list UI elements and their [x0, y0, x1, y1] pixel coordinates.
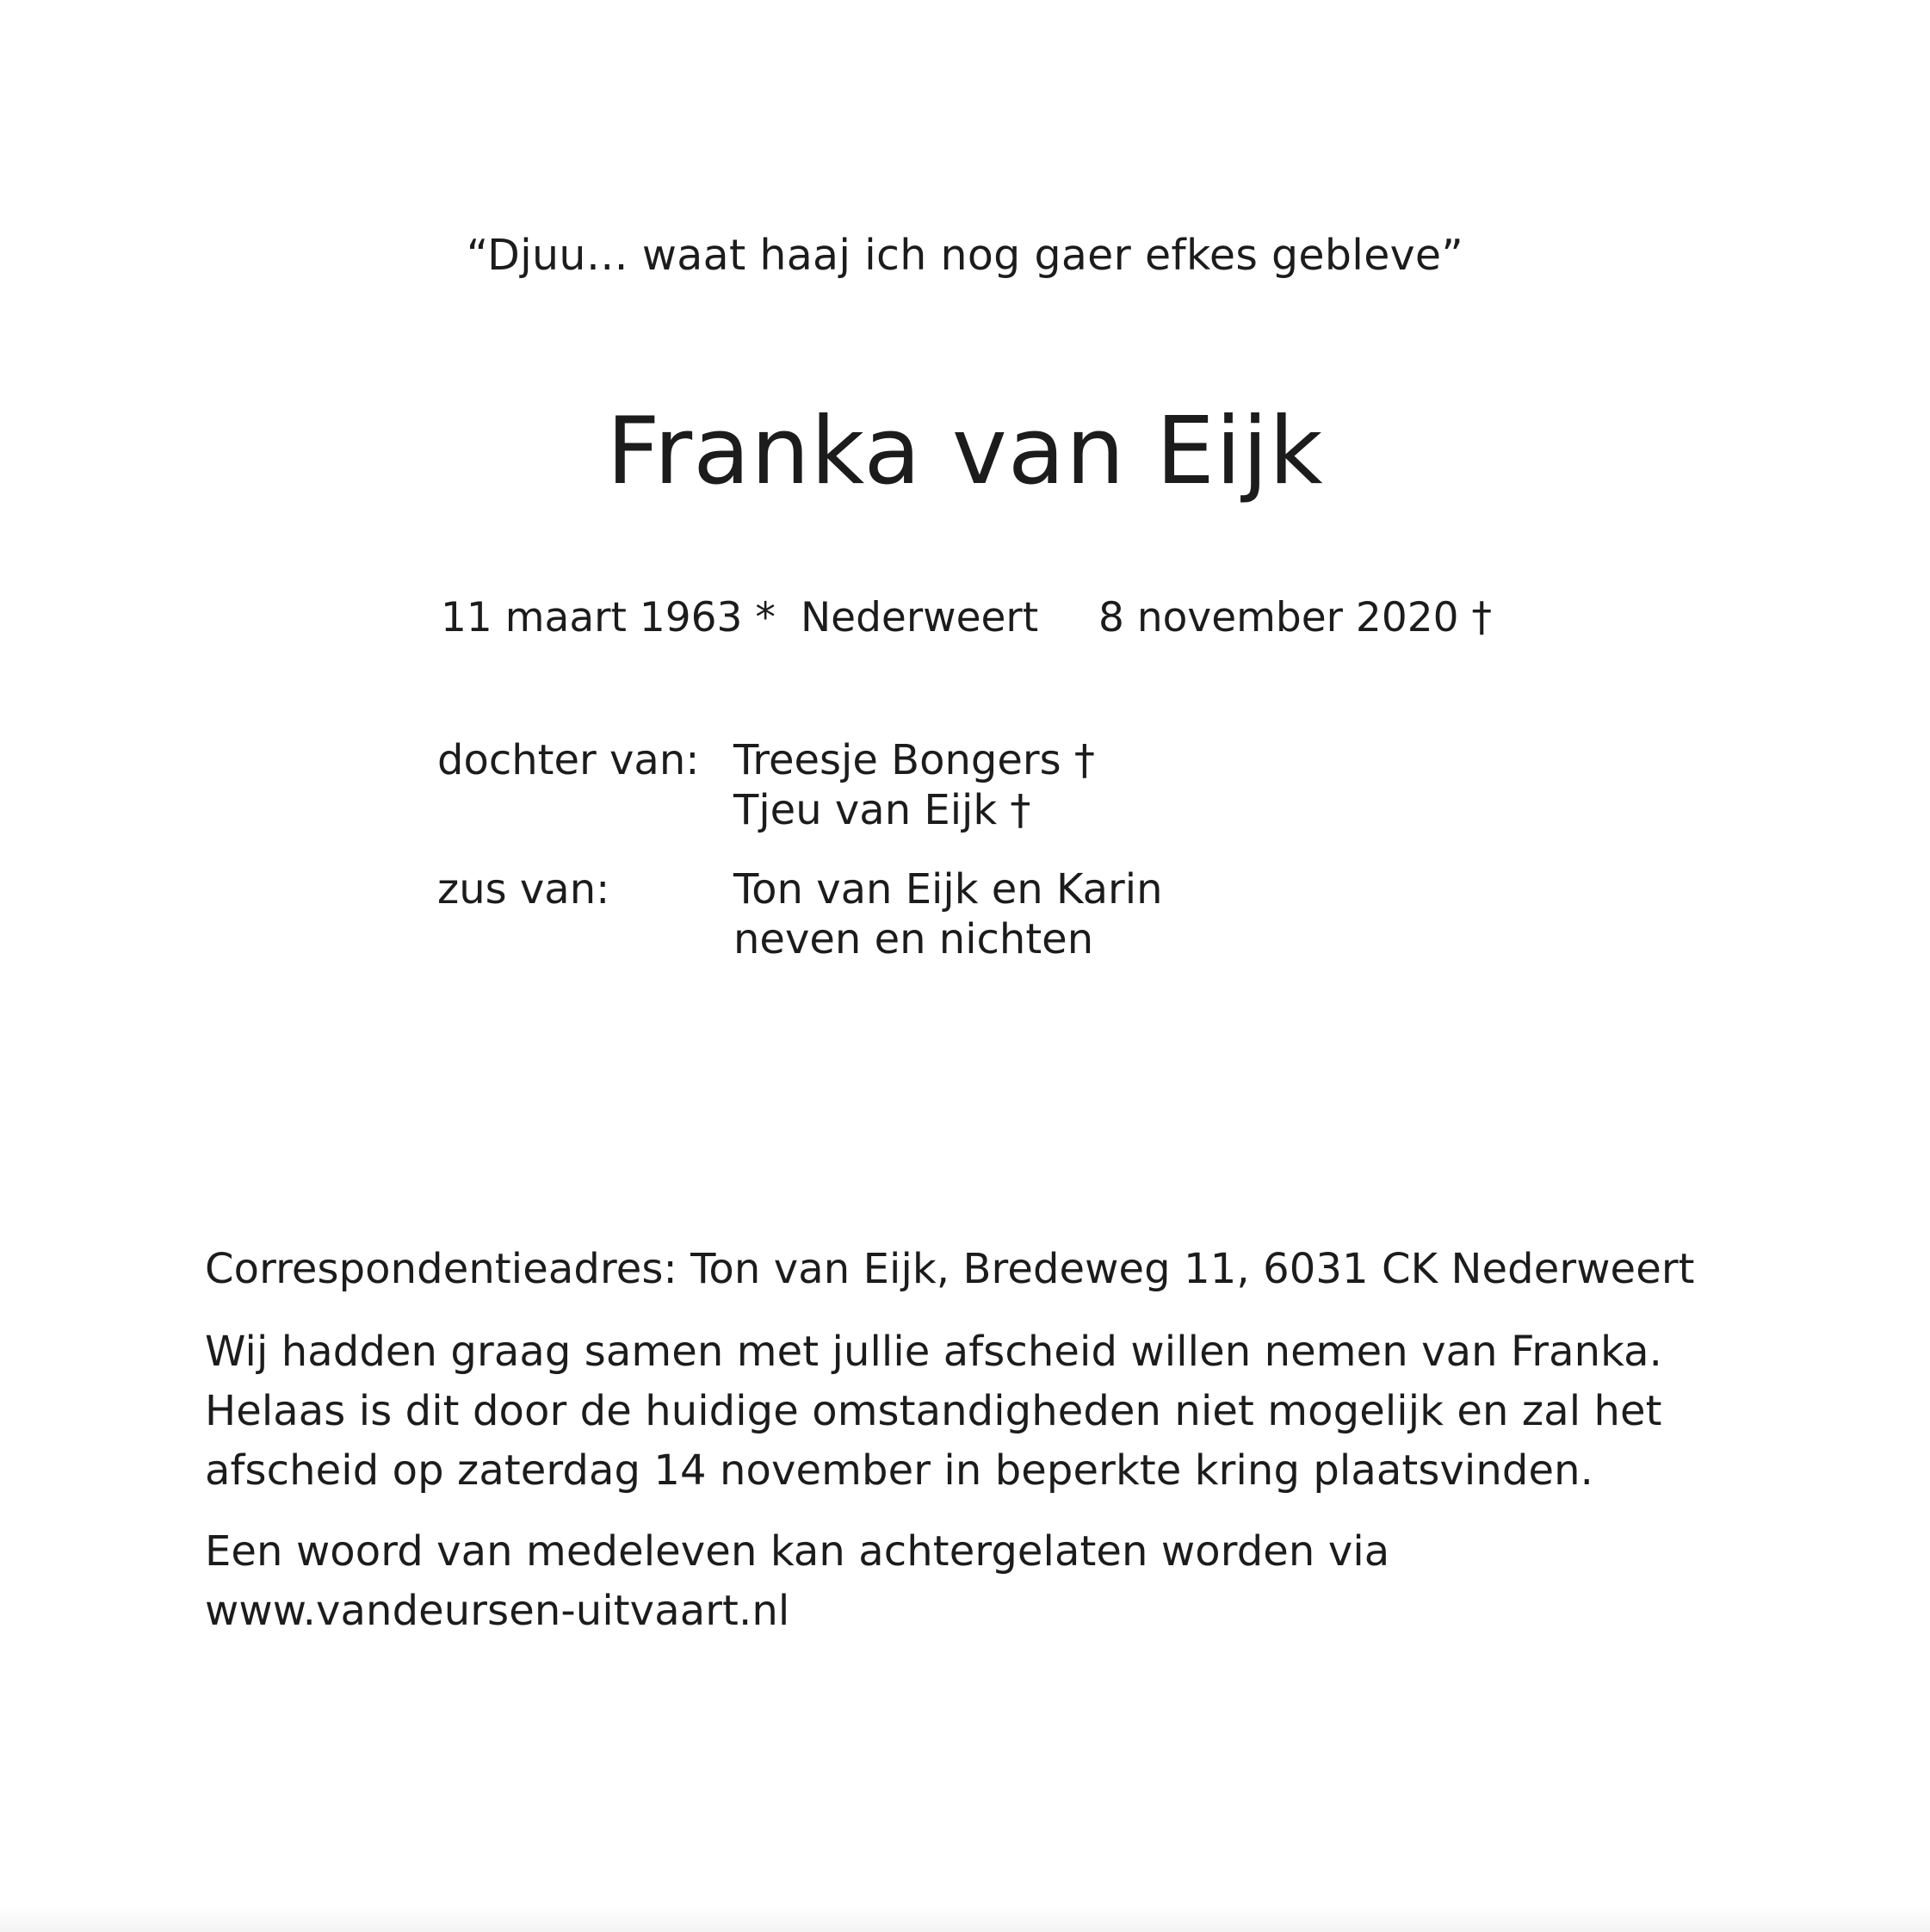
relation-value: Ton van Eijk en Karin	[733, 865, 1163, 913]
deceased-name: Franka van Eijk	[606, 398, 1324, 505]
relation-label-daughter: dochter van:	[437, 736, 700, 784]
correspondence-address: Correspondentieadres: Ton van Eijk, Bredeweg 11, 6031 CK Nederweert	[205, 1245, 1695, 1293]
condolence-website: www.vandeursen-uitvaart.nl	[205, 1587, 790, 1635]
relation-label-sister: zus van:	[437, 865, 610, 913]
relation-value: Tjeu van Eijk †	[733, 786, 1031, 834]
farewell-line: Helaas is dit door de huidige omstandigheden niet mogelijk en zal het	[205, 1387, 1662, 1435]
farewell-line: afscheid op zaterdag 14 november in beperkte kring plaatsvinden.	[205, 1446, 1593, 1495]
relation-value: Treesje Bongers †	[733, 736, 1095, 784]
condolence-line: Een woord van medeleven kan achtergelaten worden via	[205, 1527, 1390, 1576]
quote: “Djuu… waat haaj ich nog gaer efkes gebleve”	[466, 231, 1464, 280]
birth-date: 11 maart 1963 *	[441, 594, 776, 641]
death-date: 8 november 2020 †	[1098, 594, 1492, 641]
farewell-line: Wij hadden graag samen met jullie afscheid willen nemen van Franka.	[205, 1328, 1663, 1376]
relation-value: neven en nichten	[733, 915, 1094, 963]
place: Nederweert	[801, 594, 1039, 641]
page-edge	[0, 1906, 1930, 1932]
